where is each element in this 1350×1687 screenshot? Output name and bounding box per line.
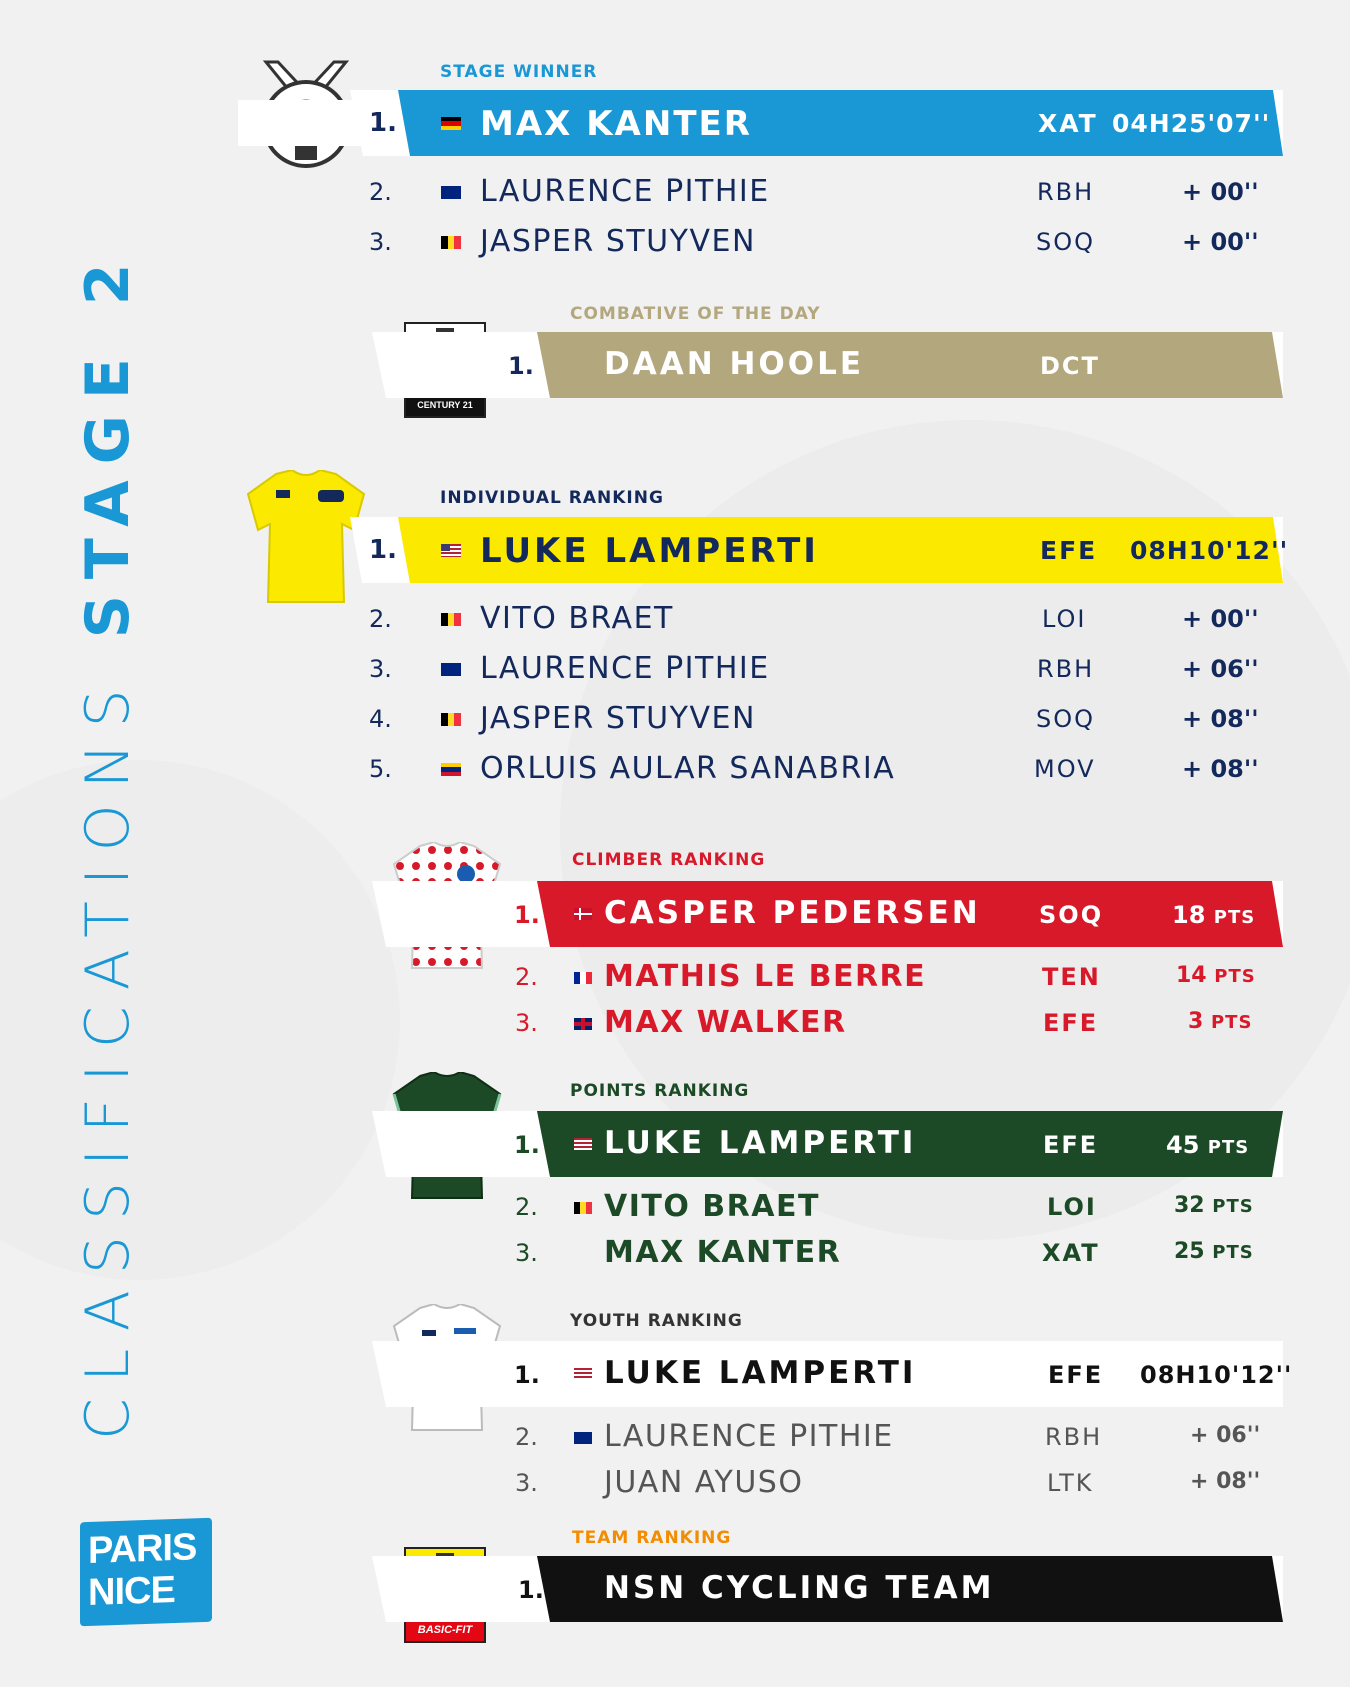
flag-us-icon bbox=[441, 544, 461, 557]
position: 1. bbox=[514, 1131, 540, 1159]
team-code: RBH bbox=[1045, 1423, 1103, 1451]
rider-name: MATHIS LE BERRE bbox=[604, 959, 927, 994]
team-code: EFE bbox=[1043, 1131, 1099, 1159]
youth-row-3 bbox=[0, 1461, 1350, 1507]
team-code: XAT bbox=[1038, 109, 1098, 138]
time-gap: + 00'' bbox=[1182, 228, 1259, 256]
title-light: CLASSIFICATIONS bbox=[73, 673, 143, 1440]
stage-row-2 bbox=[0, 170, 1350, 216]
rider-name: JASPER STUYVEN bbox=[480, 701, 756, 736]
time-gap: + 06'' bbox=[1190, 1423, 1261, 1448]
stage-row-3 bbox=[0, 220, 1350, 266]
time-value: 08H10'12'' bbox=[1140, 1361, 1293, 1389]
rider-name: VITO BRAET bbox=[604, 1189, 820, 1224]
team-code: EFE bbox=[1048, 1361, 1104, 1389]
team-row-1 bbox=[0, 1556, 1350, 1622]
youth-row-2 bbox=[0, 1415, 1350, 1461]
team-code: LOI bbox=[1047, 1193, 1097, 1221]
time-value: 08H10'12'' bbox=[1130, 536, 1289, 565]
climber-row-2 bbox=[0, 955, 1350, 1001]
team-code: LOI bbox=[1042, 605, 1087, 633]
rider-name: LUKE LAMPERTI bbox=[604, 1125, 917, 1161]
flag-be-icon bbox=[574, 1202, 592, 1214]
flag-gb-icon bbox=[574, 1018, 592, 1030]
team-code: SOQ bbox=[1036, 228, 1096, 256]
points-value: 25 PTS bbox=[1174, 1239, 1254, 1264]
rider-name: JASPER STUYVEN bbox=[480, 224, 756, 259]
position: 2. bbox=[369, 178, 392, 206]
position: 2. bbox=[515, 1193, 538, 1221]
position: 1. bbox=[514, 1361, 540, 1389]
points-value: 18 PTS bbox=[1172, 901, 1256, 929]
team-code: MOV bbox=[1034, 755, 1096, 783]
time-gap: + 06'' bbox=[1182, 655, 1259, 683]
points-row-3 bbox=[0, 1231, 1350, 1277]
combative-row bbox=[0, 332, 1350, 398]
flag-es-icon bbox=[574, 1478, 592, 1490]
flag-fr-icon bbox=[574, 972, 592, 984]
position: 2. bbox=[515, 1423, 538, 1451]
stage-winner-row bbox=[0, 90, 1350, 156]
flag-dk-icon bbox=[574, 908, 592, 920]
team-code: TEN bbox=[1042, 963, 1101, 991]
points-value: 14 PTS bbox=[1176, 963, 1256, 988]
points-row-2 bbox=[0, 1185, 1350, 1231]
position: 3. bbox=[515, 1009, 538, 1037]
time-gap: + 00'' bbox=[1182, 605, 1259, 633]
flag-be-icon bbox=[441, 713, 461, 726]
climber-row-3 bbox=[0, 1001, 1350, 1047]
team-code: XAT bbox=[1042, 1239, 1100, 1267]
rider-name: ORLUIS AULAR SANABRIA bbox=[480, 751, 896, 786]
individual-row-3 bbox=[0, 647, 1350, 693]
flag-au-icon bbox=[574, 1432, 592, 1444]
individual-row-4 bbox=[0, 697, 1350, 743]
team-label: TEAM RANKING bbox=[572, 1528, 732, 1548]
flag-us-icon bbox=[574, 1138, 592, 1150]
position: 3. bbox=[369, 655, 392, 683]
team-code: RBH bbox=[1037, 178, 1095, 206]
position: 1. bbox=[369, 535, 397, 565]
climber-row-1 bbox=[0, 881, 1350, 947]
flag-au-icon bbox=[441, 663, 461, 676]
rider-name: MAX KANTER bbox=[604, 1235, 842, 1270]
flag-de-icon bbox=[441, 117, 461, 130]
flag-nl-icon bbox=[574, 359, 592, 371]
card-brand: CENTURY 21 bbox=[406, 394, 484, 416]
rider-name: LAURENCE PITHIE bbox=[604, 1419, 894, 1454]
rider-name: LUKE LAMPERTI bbox=[480, 531, 819, 571]
position: 1. bbox=[369, 108, 397, 138]
points-value: 45 PTS bbox=[1166, 1131, 1250, 1159]
youth-row-1 bbox=[0, 1341, 1350, 1407]
flag-ve-icon bbox=[441, 763, 461, 776]
individual-label: INDIVIDUAL RANKING bbox=[440, 488, 664, 508]
position: 3. bbox=[515, 1469, 538, 1497]
rider-name: LAURENCE PITHIE bbox=[480, 651, 770, 686]
rider-name: LAURENCE PITHIE bbox=[480, 174, 770, 209]
team-code: EFE bbox=[1040, 536, 1098, 565]
position: 1. bbox=[514, 901, 540, 929]
points-value: 32 PTS bbox=[1174, 1193, 1254, 1218]
time-value: 04H25'07'' bbox=[1112, 109, 1271, 138]
flag-de-icon bbox=[574, 1248, 592, 1260]
position: 3. bbox=[515, 1239, 538, 1267]
individual-row-5 bbox=[0, 747, 1350, 793]
team-code: LTK bbox=[1047, 1469, 1094, 1497]
position: 4. bbox=[369, 705, 392, 733]
points-label: POINTS RANKING bbox=[570, 1081, 750, 1101]
individual-row-1 bbox=[0, 517, 1350, 583]
position: 1. bbox=[508, 352, 534, 380]
position: 5. bbox=[369, 755, 392, 783]
team-name: NSN CYCLING TEAM bbox=[604, 1570, 995, 1606]
flag-au-icon bbox=[441, 186, 461, 199]
team-code: RBH bbox=[1037, 655, 1095, 683]
logo-line-2: NICE bbox=[88, 1568, 175, 1615]
flag-be-icon bbox=[441, 236, 461, 249]
rider-name: LUKE LAMPERTI bbox=[604, 1355, 917, 1391]
position: 2. bbox=[369, 605, 392, 633]
flag-us-icon bbox=[574, 1368, 592, 1380]
rider-name: JUAN AYUSO bbox=[604, 1465, 804, 1500]
time-gap: + 00'' bbox=[1182, 178, 1259, 206]
card-brand: BASIC-FIT bbox=[406, 1619, 484, 1641]
stage-winner-label: STAGE WINNER bbox=[440, 62, 598, 82]
rider-name: DAAN HOOLE bbox=[604, 346, 865, 382]
team-code: SOQ bbox=[1039, 901, 1104, 929]
points-row-1 bbox=[0, 1111, 1350, 1177]
flag-be-icon bbox=[441, 613, 461, 626]
position: 2. bbox=[515, 963, 538, 991]
time-gap: + 08'' bbox=[1190, 1469, 1261, 1494]
individual-row-2 bbox=[0, 597, 1350, 643]
time-gap: + 08'' bbox=[1182, 705, 1259, 733]
title-bold: STAGE 2 bbox=[73, 247, 143, 639]
time-gap: + 08'' bbox=[1182, 755, 1259, 783]
combative-label: COMBATIVE OF THE DAY bbox=[570, 304, 821, 324]
youth-label: YOUTH RANKING bbox=[570, 1311, 743, 1331]
rider-name: CASPER PEDERSEN bbox=[604, 895, 981, 931]
rider-name: VITO BRAET bbox=[480, 601, 674, 636]
team-code: SOQ bbox=[1036, 705, 1096, 733]
climber-label: CLIMBER RANKING bbox=[572, 850, 766, 870]
rider-name: MAX WALKER bbox=[604, 1005, 847, 1040]
points-value: 3 PTS bbox=[1188, 1009, 1253, 1034]
logo-line-1: PARIS bbox=[88, 1526, 197, 1573]
rider-name: MAX KANTER bbox=[480, 104, 752, 144]
team-code: DCT bbox=[1040, 352, 1100, 380]
position: 3. bbox=[369, 228, 392, 256]
team-code: EFE bbox=[1043, 1009, 1099, 1037]
position: 1. bbox=[518, 1576, 544, 1604]
